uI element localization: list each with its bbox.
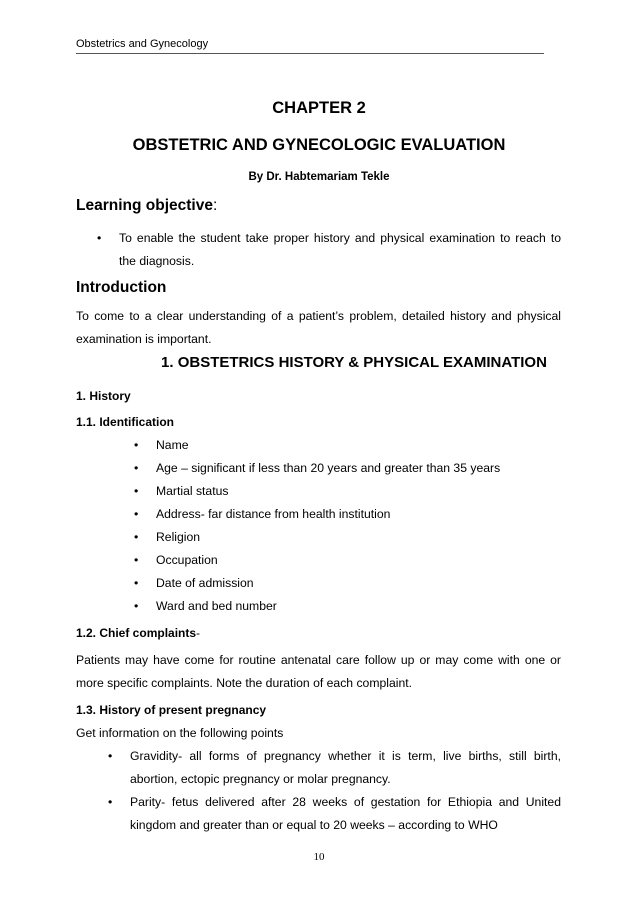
identification-item-text: Ward and bed number <box>156 599 277 613</box>
present-pregnancy-heading: 1.3. History of present pregnancy <box>76 703 267 717</box>
present-pregnancy-intro: Get information on the following points <box>76 726 284 740</box>
identification-item-text: Martial status <box>156 484 229 498</box>
running-header: Obstetrics and Gynecology <box>76 38 544 54</box>
bullet-icon: • <box>97 231 102 245</box>
identification-item-text: Occupation <box>156 553 218 567</box>
bullet-icon: • <box>134 576 139 590</box>
bullet-icon: • <box>134 484 139 498</box>
section-heading-text: 1. OBSTETRICS HISTORY & PHYSICAL EXAMINATION <box>161 354 547 371</box>
bullet-icon: • <box>108 795 113 809</box>
introduction-text: To come to a clear understanding of a patient’s problem, detailed history and physical examination is important. <box>76 309 561 346</box>
identification-heading: 1.1. Identification <box>76 415 175 429</box>
bullet-icon: • <box>108 749 113 763</box>
present-pregnancy-item-text: Gravidity- all forms of pregnancy whether it is term, live births, still birth, abortion, ectopic pregnancy or molar pregnancy. <box>130 749 561 786</box>
history-heading: 1. History <box>76 389 131 403</box>
learning-objective-label: Learning objective <box>76 197 213 214</box>
bullet-icon: • <box>134 438 139 452</box>
page-number: 10 <box>313 851 325 863</box>
bullet-icon: • <box>134 461 139 475</box>
present-pregnancy-item <box>108 745 561 791</box>
identification-item-text: Address- far distance from health institution <box>156 507 391 521</box>
identification-item-text: Date of admission <box>156 576 254 590</box>
learning-objective-colon: : <box>212 197 218 214</box>
learning-objective-text: To enable the student take proper history and physical examination to reach to the diagnosis. <box>119 231 561 268</box>
bullet-icon: • <box>134 599 139 613</box>
learning-objective-heading <box>76 197 217 215</box>
bullet-icon: • <box>134 507 139 521</box>
chapter-label: CHAPTER 2 <box>272 99 366 117</box>
chapter-author: By Dr. Habtemariam Tekle <box>248 171 390 183</box>
identification-item-text: Age – significant if less than 20 years and greater than 35 years <box>156 461 501 475</box>
identification-item-text: Religion <box>156 530 201 544</box>
chief-complaints-text: Patients may have come for routine antenatal care follow up or may come with one or more specific complaints. Note the duration of each complaint. <box>76 653 561 690</box>
introduction-heading: Introduction <box>76 279 167 296</box>
learning-objective-bullet <box>97 227 561 273</box>
bullet-icon: • <box>134 530 139 544</box>
chief-complaints-dash: - <box>196 626 201 640</box>
present-pregnancy-item <box>108 791 561 837</box>
identification-item-text: Name <box>156 438 189 452</box>
present-pregnancy-item-text: Parity- fetus delivered after 28 weeks of gestation for Ethiopia and United kingdom and greater than or equal to 20 weeks – according to WHO <box>130 795 561 832</box>
chapter-title: OBSTETRIC AND GYNECOLOGIC EVALUATION <box>132 136 506 154</box>
bullet-icon: • <box>134 553 139 567</box>
chief-complaints-label: 1.2. Chief complaints <box>76 626 197 640</box>
section-heading <box>0 354 638 371</box>
chief-complaints-heading <box>76 626 200 640</box>
